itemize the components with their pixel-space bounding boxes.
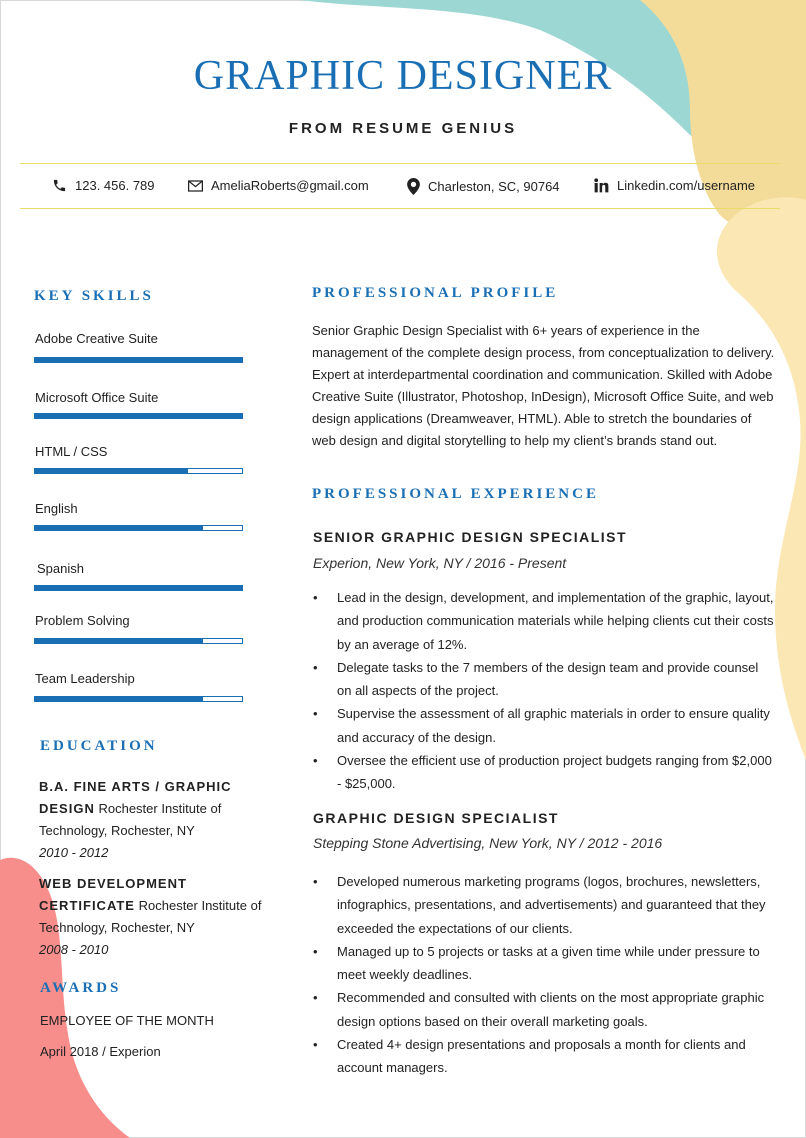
skill-bar [34, 638, 243, 644]
contact-bar [20, 163, 780, 209]
experience-heading: PROFESSIONAL EXPERIENCE [312, 486, 599, 502]
list-item: • Managed up to 5 projects or tasks at a given time while under pressure to meet weekly deadlines. [313, 940, 775, 987]
education-dates: 2008 - 2010 [39, 942, 109, 957]
skill-bar-fill [35, 526, 203, 530]
job-subtitle: Experion, New York, NY / 2016 - Present [313, 555, 567, 571]
contact-linkedin[interactable] [594, 178, 755, 193]
contact-phone [52, 178, 155, 193]
profile-text: Senior Graphic Design Specialist with 6+ years of experience in the management of the complete design process, from conceptualization to delivery. Expert at interdepartmental coordination and communication. Skilled with Adobe Creative Suite (Illustrator, Photoshop, InDesign), Microsoft Office Suite, and web design applications (Dreamweaver, HTML). Able to stretch the boundaries of web design and digital storytelling to help my client’s brands stand out. [312, 323, 775, 448]
education-degree: WEB DEVELOPMENT CERTIFICATE [39, 876, 187, 913]
skill-bar-fill [35, 697, 203, 701]
awards-heading: AWARDS [40, 980, 122, 996]
skill-bar-fill [35, 414, 242, 418]
job-bullets [313, 586, 775, 796]
skill-bar-fill [35, 639, 203, 643]
skill-bar [34, 525, 243, 531]
skill-label: HTML / CSS [35, 444, 108, 459]
skills-heading: KEY SKILLS [34, 288, 154, 304]
page-title: GRAPHIC DESIGNER [193, 53, 613, 99]
page-subtitle: FROM RESUME GENIUS [288, 120, 518, 137]
contact-email[interactable] [188, 178, 369, 193]
skill-label: Team Leadership [35, 671, 135, 686]
education-school: Rochester Institute of Technology, Rochester, NY [39, 898, 262, 935]
skill-bar [34, 696, 243, 702]
education-degree: B.A. FINE ARTS / GRAPHIC DESIGN [39, 779, 232, 816]
profile-heading: PROFESSIONAL PROFILE [312, 285, 559, 301]
skill-label: English [35, 501, 78, 516]
skill-bar [34, 468, 243, 474]
skill-label: Problem Solving [35, 613, 130, 628]
list-item: • Lead in the design, development, and implementation of the graphic, layout, and production communication materials while helping clients cut their costs by an average of 12%. [313, 586, 775, 656]
skill-bar-fill [35, 469, 188, 473]
skill-bar [34, 357, 243, 363]
skill-label: Microsoft Office Suite [35, 390, 159, 405]
list-item: • Developed numerous marketing programs (logos, brochures, newsletters, infographics, presentations, and advertisements) and guaranteed that they exceeded the expectations of our clients. [313, 870, 775, 940]
education-heading: EDUCATION [40, 738, 158, 754]
list-item: • Created 4+ design presentations and proposals a month for clients and account managers. [313, 1033, 775, 1080]
skill-label: Spanish [37, 561, 84, 576]
skill-bar-fill [35, 358, 242, 362]
job-title: SENIOR GRAPHIC DESIGN SPECIALIST [313, 529, 628, 545]
mail-icon [188, 180, 203, 192]
list-item: • Recommended and consulted with clients on the most appropriate graphic design options based on their overall marketing goals. [313, 986, 775, 1033]
email-text: AmeliaRoberts@gmail.com [211, 178, 369, 193]
phone-text: 123. 456. 789 [75, 178, 155, 193]
job-subtitle: Stepping Stone Advertising, New York, NY / 2012 - 2016 [313, 835, 663, 851]
phone-icon [52, 178, 67, 193]
job-title: GRAPHIC DESIGN SPECIALIST [313, 810, 559, 826]
linkedin-text: Linkedin.com/username [617, 178, 756, 193]
linkedin-icon [594, 178, 609, 193]
location-pin-icon [407, 178, 420, 195]
list-item: • Supervise the assessment of all graphic materials in order to ensure quality and accuracy of the design. [313, 702, 775, 749]
education-entry [39, 873, 264, 961]
award-date: April 2018 / Experion [40, 1044, 161, 1059]
location-text: Charleston, SC, 90764 [428, 179, 560, 194]
job-bullets [313, 870, 775, 1080]
skill-bar-fill [35, 586, 242, 590]
education-school: Rochester Institute of Technology, Rochester, NY [39, 801, 222, 838]
education-dates: 2010 - 2012 [39, 845, 109, 860]
skill-bar [34, 413, 243, 419]
skill-label: Adobe Creative Suite [35, 331, 158, 346]
award-name: EMPLOYEE OF THE MONTH [40, 1013, 214, 1028]
list-item: • Delegate tasks to the 7 members of the design team and provide counsel on all aspects of the project. [313, 656, 775, 703]
skill-bar [34, 585, 243, 591]
contact-location [407, 178, 560, 195]
education-entry [39, 776, 264, 864]
list-item: • Oversee the efficient use of production project budgets ranging from $2,000 - $25,000. [313, 749, 775, 796]
